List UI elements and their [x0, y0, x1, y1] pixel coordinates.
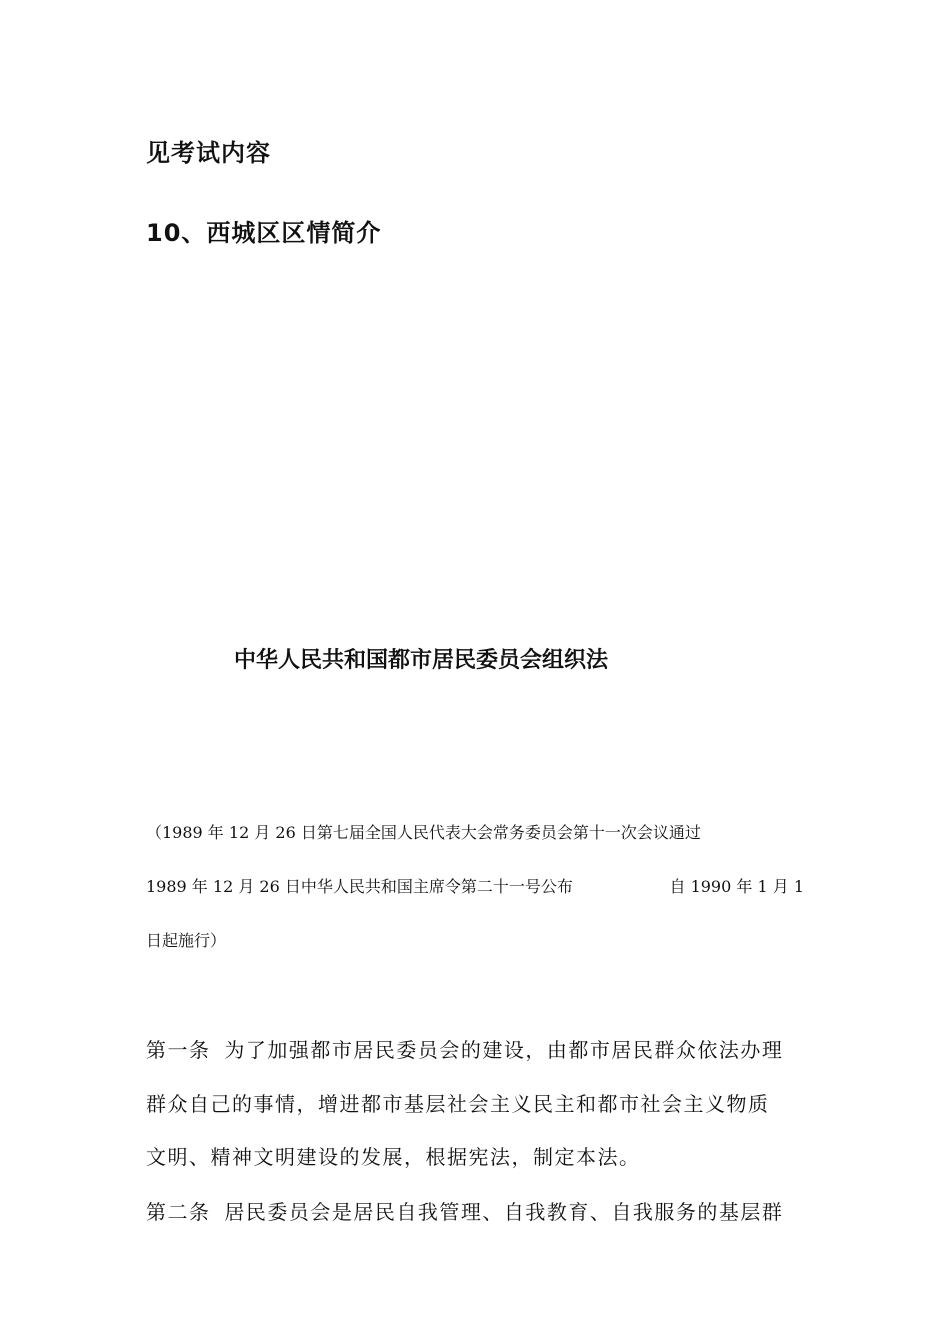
- article-number: 第一条: [146, 1038, 211, 1062]
- article-2-line: [146, 1196, 806, 1225]
- law-note-line: 日起施行）: [146, 931, 227, 950]
- heading-exam-content: 见考试内容: [146, 139, 271, 167]
- law-title: 中华人民共和国都市居民委员会组织法: [234, 648, 609, 673]
- law-note-line: [146, 874, 804, 897]
- law-note-promulgation: 1989 年 12 月 26 日中华人民共和国主席令第二十一号公布: [146, 877, 573, 896]
- law-note-effective: 自 1990 年 1 月 1: [669, 877, 804, 896]
- article-text: 为了加强都市居民委员会的建设，由都市居民群众依法办理: [224, 1038, 784, 1062]
- law-note-line: （1989 年 12 月 26 日第七届全国人民代表大会常务委员会第十一次会议通过: [146, 823, 701, 842]
- article-1-line: 文明、精神文明建设的发展，根据宪法，制定本法。: [146, 1145, 641, 1169]
- article-number: 第二条: [146, 1200, 211, 1224]
- article-1-line: 群众自己的事情，增进都市基层社会主义民主和都市社会主义物质: [146, 1092, 770, 1116]
- article-1-line: [146, 1034, 806, 1063]
- article-text: 居民委员会是居民自我管理、自我教育、自我服务的基层群: [224, 1200, 784, 1224]
- heading-district-intro: 10、西城区区情简介: [146, 219, 382, 247]
